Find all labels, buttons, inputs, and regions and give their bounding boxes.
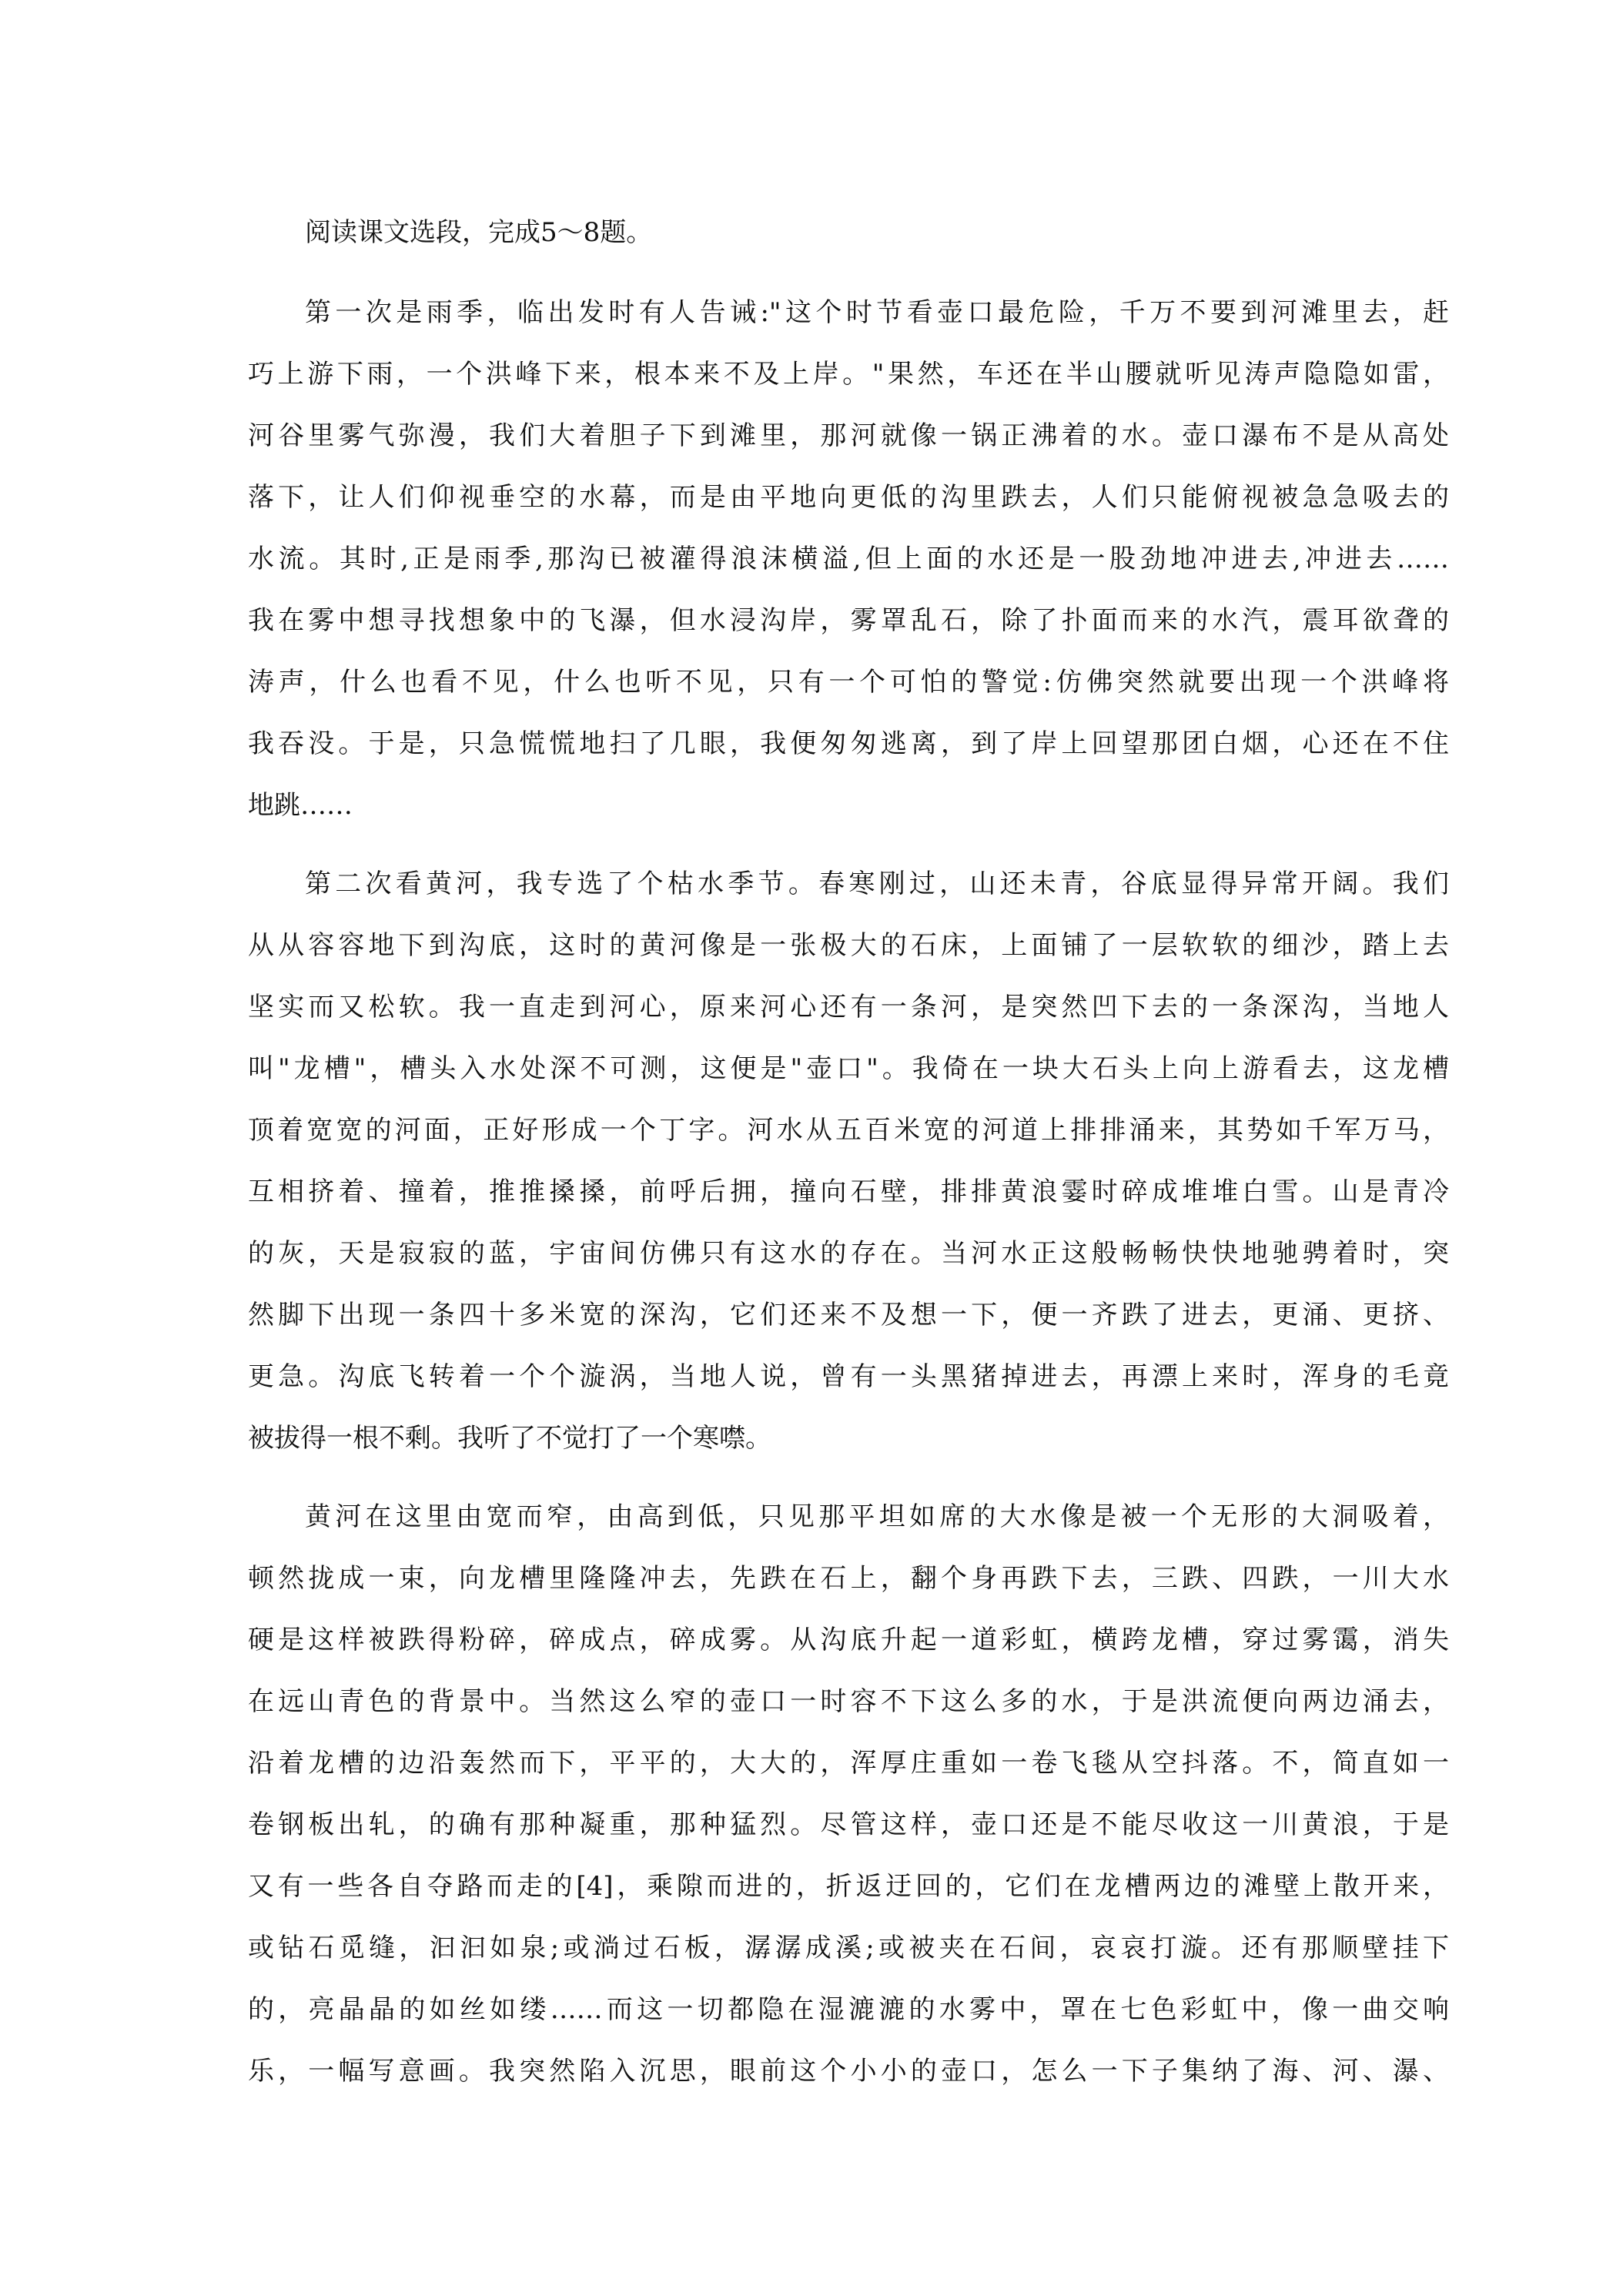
text-line: 又有一些各自夺路而走的[4]，乘隙而进的，折返迂回的，它们在龙槽两边的滩壁上散开来， xyxy=(248,1871,1449,1902)
document-page xyxy=(248,208,1449,2125)
text-line: 第二次看黄河，我专选了个枯水季节。春寒刚过，山还未青，谷底显得异常开阔。我们 xyxy=(305,869,1449,899)
text-line: 乐，一幅写意画。我突然陷入沉思，眼前这个小小的壶口，怎么一下子集纳了海、河、瀑、 xyxy=(248,2056,1449,2087)
text-line: 在远山青色的背景中。当然这么窄的壶口一时容不下这么多的水，于是洪流便向两边涌去， xyxy=(248,1686,1449,1717)
text-line: 的灰，天是寂寂的蓝，宇宙间仿佛只有这水的存在。当河水正这般畅畅快快地驰骋着时，突 xyxy=(248,1238,1449,1269)
text-line: 我吞没。于是，只急慌慌地扫了几眼，我便匆匆逃离，到了岸上回望那团白烟，心还在不住 xyxy=(248,728,1449,759)
text-line: 更急。沟底飞转着一个个漩涡，当地人说，曾有一头黑猪掉进去，再漂上来时，浑身的毛竟 xyxy=(248,1361,1449,1392)
text-line: 的，亮晶晶的如丝如缕……而这一切都隐在湿漉漉的水雾中，罩在七色彩虹中，像一曲交响 xyxy=(248,1994,1449,2025)
text-line: 坚实而又松软。我一直走到河心，原来河心还有一条河，是突然凹下去的一条深沟，当地人 xyxy=(248,992,1449,1022)
instruction-paragraph xyxy=(248,208,1449,271)
paragraph-3 xyxy=(248,1492,1449,2108)
text-line: 从从容容地下到沟底，这时的黄河像是一张极大的石床，上面铺了一层软软的细沙，踏上去 xyxy=(248,930,1449,961)
text-line: 地跳…… xyxy=(248,790,353,821)
text-line: 涛声，什么也看不见，什么也听不见，只有一个可怕的警觉:仿佛突然就要出现一个洪峰将 xyxy=(248,667,1449,698)
text-line: 第一次是雨季，临出发时有人告诫:"这个时节看壶口最危险，千万不要到河滩里去，赶 xyxy=(305,297,1449,328)
text-line: 或钻石觅缝，汩汩如泉;或淌过石板，潺潺成溪;或被夹在石间，哀哀打漩。还有那顺壁挂下 xyxy=(248,1933,1449,1963)
text-line: 顶着宽宽的河面，正好形成一个丁字。河水从五百米宽的河道上排排涌来，其势如千军万马， xyxy=(248,1115,1449,1146)
text-line: 顿然拢成一束，向龙槽里隆隆冲去，先跌在石上，翻个身再跌下去，三跌、四跌，一川大水 xyxy=(248,1563,1449,1594)
text-line: 河谷里雾气弥漫，我们大着胆子下到滩里，那河就像一锅正沸着的水。壶口瀑布不是从高处 xyxy=(248,420,1449,451)
text-line: 我在雾中想寻找想象中的飞瀑，但水浸沟岸，雾罩乱石，除了扑面而来的水汽，震耳欲聋的 xyxy=(248,605,1449,636)
text-line: 互相挤着、撞着，推推搡搡，前呼后拥，撞向石壁，排排黄浪霎时碎成堆堆白雪。山是青冷 xyxy=(248,1176,1449,1207)
text-line: 黄河在这里由宽而窄，由高到低，只见那平坦如席的大水像是被一个无形的大洞吸着， xyxy=(305,1501,1449,1532)
text-line: 巧上游下雨，一个洪峰下来，根本来不及上岸。"果然，车还在半山腰就听见涛声隐隐如雷， xyxy=(248,359,1449,390)
text-line: 硬是这样被跌得粉碎，碎成点，碎成雾。从沟底升起一道彩虹，横跨龙槽，穿过雾霭，消失 xyxy=(248,1625,1449,1655)
text-line: 然脚下出现一条四十多米宽的深沟，它们还来不及想一下，便一齐跌了进去，更涌、更挤、 xyxy=(248,1300,1449,1330)
text-line: 沿着龙槽的边沿轰然而下，平平的，大大的，浑厚庄重如一卷飞毯从空抖落。不，简直如一 xyxy=(248,1748,1449,1779)
text-line: 落下，让人们仰视垂空的水幕，而是由平地向更低的沟里跌去，人们只能俯视被急急吸去的 xyxy=(248,482,1449,513)
text-line: 被拔得一根不剩。我听了不觉打了一个寒噤。 xyxy=(248,1423,771,1454)
paragraph-2 xyxy=(248,859,1449,1475)
text-line: 水流。其时,正是雨季,那沟已被灌得浪沫横溢,但上面的水还是一股劲地冲进去,冲进去…… xyxy=(248,544,1449,574)
instruction-text: 阅读课文选段，完成5～8题。 xyxy=(305,217,653,248)
text-line: 卷钢板出轧，的确有那种凝重，那种猛烈。尽管这样，壶口还是不能尽收这一川黄浪，于是 xyxy=(248,1809,1449,1840)
text-line: 叫"龙槽"，槽头入水处深不可测，这便是"壶口"。我倚在一块大石头上向上游看去，这龙槽 xyxy=(248,1053,1449,1084)
paragraph-1 xyxy=(248,288,1449,842)
